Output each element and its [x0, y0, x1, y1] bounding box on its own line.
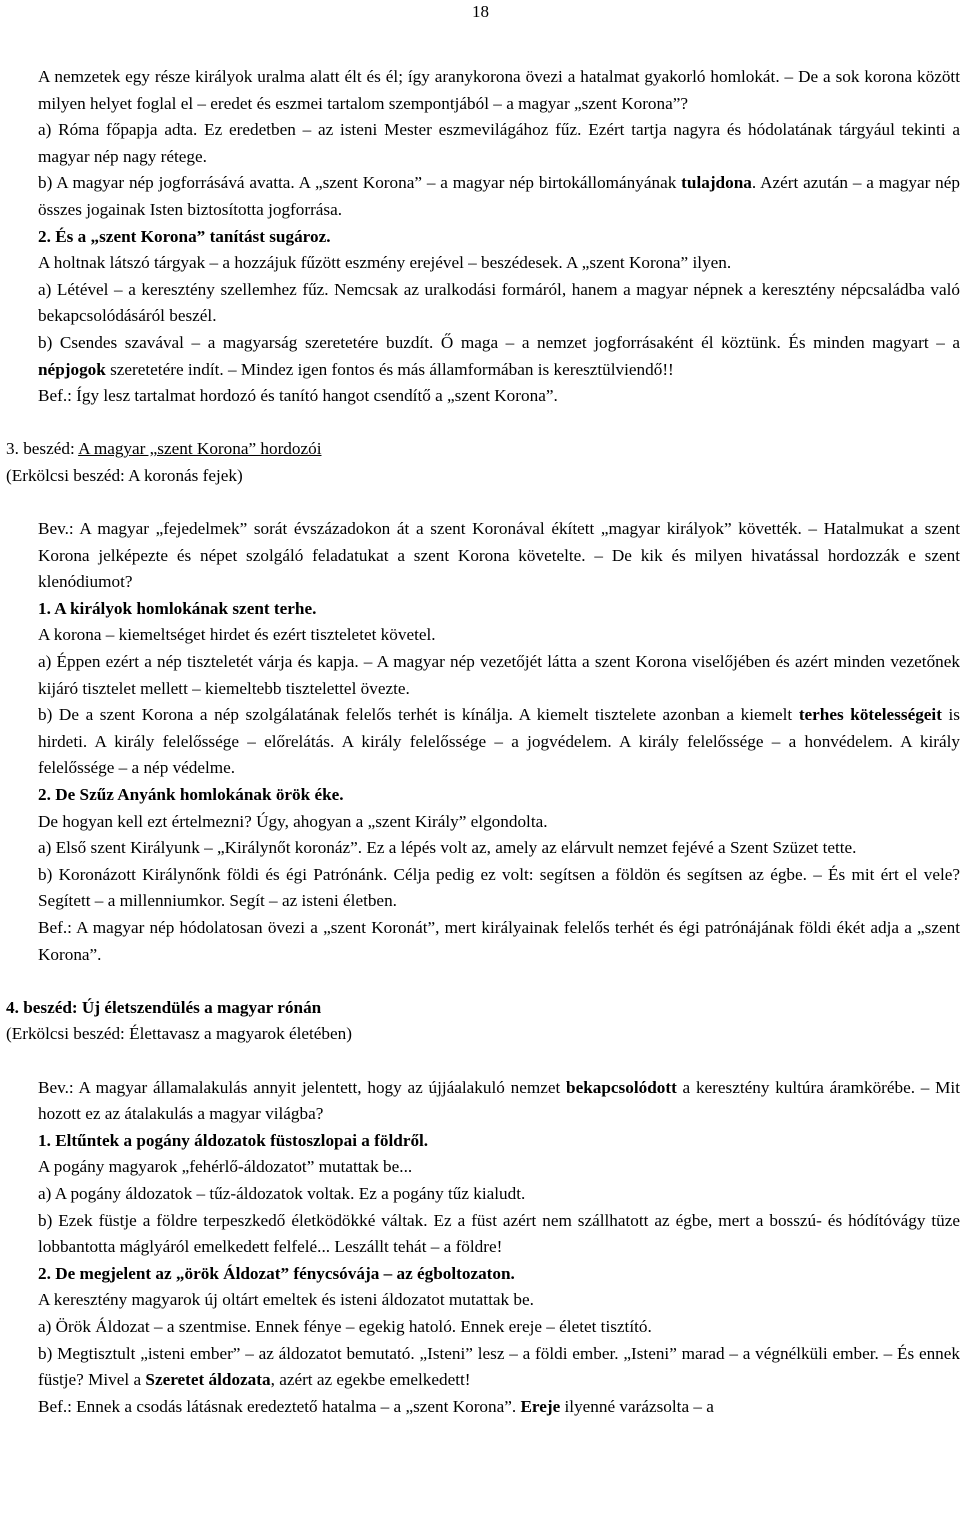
paragraph [6, 1314, 960, 1341]
paragraph [6, 64, 960, 117]
paragraph [6, 702, 960, 782]
text-run: a) A pogány áldozatok – tűz-áldozatok voltak. Ez a pogány tűz kialudt. [38, 1183, 526, 1203]
paragraph [6, 649, 960, 702]
paragraph [6, 1128, 960, 1155]
paragraph [6, 436, 960, 463]
paragraph [6, 995, 960, 1022]
text-run: , azért az egekbe emelkedett! [270, 1370, 471, 1390]
text-run: a) Létével – a keresztény szellemhez fűz. Nemcsak az uralkodási formáról, hanem a magyar népnek a keresztény népcsaládba való bekapcsolódásáról beszél. [38, 279, 960, 326]
text-run: a) Első szent Királyunk – „Királynőt koronáz”. Ez a lépés volt az, amely az elárvult nemzet fejévé a Szent Szüzet tette. [38, 838, 857, 858]
text-run: De hogyan kell ezt értelmezni? Úgy, ahogyan a „szent Király” elgondolta. [38, 811, 548, 831]
text-run: a) Örök Áldozat – a szentmise. Ennek fénye – egekig hatoló. Ennek ereje – életet tisztító. [38, 1316, 652, 1336]
bold-text: Ereje [520, 1396, 561, 1416]
paragraph-gap [6, 1048, 960, 1075]
text-run: Bef.: Ennek a csodás látásnak eredeztető hatalma – a „szent Korona”. [38, 1396, 521, 1416]
paragraph [6, 1287, 960, 1314]
paragraph [6, 463, 960, 490]
paragraph-gap [6, 410, 960, 437]
paragraph [6, 170, 960, 223]
paragraph [6, 117, 960, 170]
text-run: A nemzetek egy része királyok uralma alatt élt és él; így aranykorona övezi a hatalmat gyakorló homlokát. – De a sok korona között milyen helyet foglal el – eredet és eszmei tartalom szempontjából – a magyar „szent Korona”? [38, 67, 960, 113]
text-run: a) Róma főpapja adta. Ez eredetben – az isteni Mester eszmevilágához fűz. Ezért tartja nagyra és hódolatának tárgyául tekinti a magyar nép nagy rétege. [38, 120, 960, 166]
text-run: . Azért azután – a magyar nép összes jogainak Isten biztosította jogforrása. [38, 173, 960, 219]
paragraph [6, 1394, 960, 1421]
paragraph [6, 1021, 960, 1048]
bold-text: 2. De megjelent az „örök Áldozat” fénycsóvája – az égboltozaton. [38, 1263, 515, 1283]
paragraph [6, 277, 960, 330]
text-run: b) Csendes szavával – a magyarság szeretetére buzdít. Ő maga – a nemzet jogforrásaként él köztünk. És minden magyart – a [38, 332, 960, 352]
text-run: A pogány magyarok „fehérlő-áldozatot” mutattak be... [38, 1157, 413, 1177]
bold-text: Szeretet áldozata [145, 1370, 271, 1390]
paragraph [6, 516, 960, 596]
paragraph [6, 835, 960, 862]
paragraph [6, 1208, 960, 1261]
text-run: A keresztény magyarok új oltárt emeltek és isteni áldozatot mutattak be. [38, 1290, 534, 1310]
text-run: is hirdeti. A király felelőssége – előrelátás. A király felelőssége – a jogvédelem. A király felelőssége – a honvédelem. A király felelőssége – a nép védelme. [38, 705, 960, 778]
bold-text: 2. De Szűz Anyánk homlokának örök éke. [38, 785, 344, 805]
bold-text: 4. beszéd: Új életszendülés a magyar rónán [6, 997, 322, 1017]
paragraph [6, 1154, 960, 1181]
text-run: (Erkölcsi beszéd: Élettavasz a magyarok életében) [6, 1024, 352, 1044]
text-run: (Erkölcsi beszéd: A koronás fejek) [6, 465, 243, 485]
page-number: 18 [472, 2, 489, 21]
bold-text: népjogok [38, 359, 106, 379]
bold-text: 2. És a „szent Korona” tanítást sugároz. [38, 226, 331, 246]
underlined-text: A magyar „szent Korona” hordozói [78, 439, 322, 459]
text-run: ilyenné varázsolta – a [560, 1396, 714, 1416]
paragraph [6, 330, 960, 383]
paragraph [6, 1261, 960, 1288]
bold-text: terhes kötelességeit [798, 705, 942, 725]
text-run: szeretetére indít. – Mindez igen fontos és más államformában is keresztülviendő!! [105, 359, 674, 379]
bold-text: 1. Eltűntek a pogány áldozatok füstoszlopai a földről. [38, 1130, 429, 1150]
text-run: a) Éppen ezért a nép tiszteletét várja és kapja. – A magyar nép vezetőjét látta a szent Korona viselőjében és azért minden vezetőnek kijáró tisztelet mellett – kiemeltebb tisztelettel övezte. [38, 652, 960, 698]
paragraph [6, 383, 960, 410]
bold-text: bekapcsolódott [566, 1077, 677, 1097]
body-text [6, 64, 960, 1420]
text-run: Bev.: A magyar államalakulás annyit jelentett, hogy az újjáalakuló nemzet [38, 1077, 567, 1097]
paragraph [6, 622, 960, 649]
paragraph-gap [6, 490, 960, 517]
paragraph [6, 1075, 960, 1128]
text-run: Bef.: A magyar nép hódolatosan övezi a „szent Koronát”, mert királyainak felelős terhét és égi patrónájának földi ékét adja a „szent Korona”. [38, 918, 960, 964]
text-run: b) A magyar nép jogforrásává avatta. A „szent Korona” – a magyar nép birtokállományának [38, 173, 682, 193]
paragraph [6, 596, 960, 623]
bold-text: tulajdona [681, 173, 752, 193]
text-run: b) Ezek füstje a földre terpeszkedő életködökké váltak. Ez a füst azért nem szállhatott az égbe, mert a bosszú- és hódítóvágy tüze lobbantotta máglyáról emelkedett felfelé... Leszállt tehát – a földre! [38, 1210, 960, 1257]
text-run: b) Koronázott Királynőnk földi és égi Patrónánk. Célja pedig ez volt: segítsen a földön és segítsen az égbe. – És mit ért el vele? Segített – a millenniumkor. Segít – az isteni életben. [38, 864, 960, 911]
text-run: a keresztény kultúra áramkörébe. – Mit hozott ez az átalakulás a magyar világba? [38, 1077, 960, 1124]
text-run: A holtnak látszó tárgyak – a hozzájuk fűzött eszmény erejével – beszédesek. A „szent Korona” ilyen. [38, 253, 732, 273]
text-run: b) Megtisztult „isteni ember” – az áldozatot bemutató. „Isteni” lesz – a földi ember. „Isteni” marad – a végnélküli ember. – És ennek füstje? Mivel a [38, 1343, 960, 1390]
paragraph [6, 224, 960, 251]
bold-text: 1. A királyok homlokának szent terhe. [38, 598, 317, 618]
paragraph [6, 250, 960, 277]
text-run: Bev.: A magyar „fejedelmek” sorát évszázadokon át a szent Koronával ékített „magyar királyok” követték. – Hatalmukat a szent Korona jelképezte és népet szolgáló feladatukat a szent Korona követelte. – De kik és milyen hivatással hordozzák e szent klenódiumot? [38, 519, 960, 592]
text-run: A korona – kiemeltséget hirdet és ezért tiszteletet követel. [38, 625, 436, 645]
paragraph [6, 915, 960, 968]
text-run: Bef.: Így lesz tartalmat hordozó és tanító hangot csendítő a „szent Korona”. [38, 386, 558, 406]
text-run: 3. beszéd: [6, 439, 79, 459]
paragraph [6, 809, 960, 836]
paragraph [6, 862, 960, 915]
paragraph-gap [6, 968, 960, 995]
paragraph [6, 1341, 960, 1394]
paragraph [6, 782, 960, 809]
paragraph [6, 1181, 960, 1208]
text-run: b) De a szent Korona a nép szolgálatának felelős terhét is kínálja. A kiemelt tisztelete azonban a kiemelt [38, 705, 799, 725]
